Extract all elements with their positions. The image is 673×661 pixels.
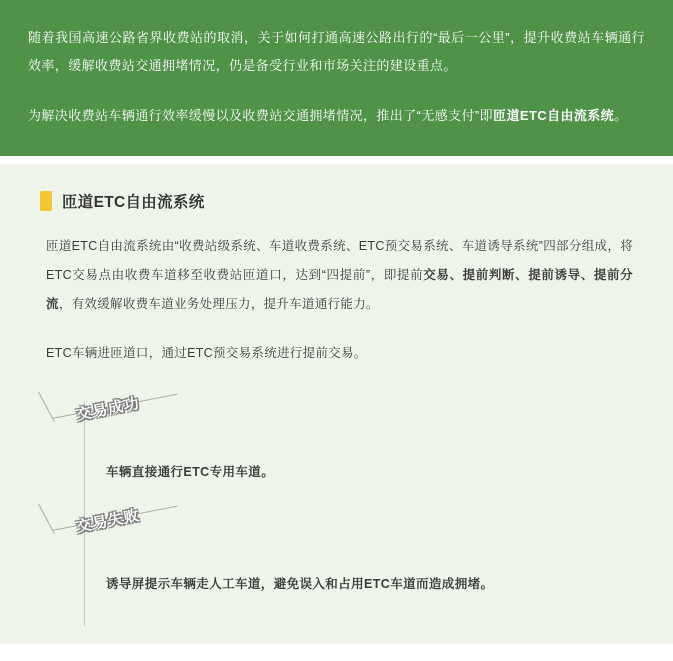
section-divider — [0, 156, 673, 164]
section-paragraph-1 — [46, 232, 633, 319]
intro-paragraph-2-plain: 为解决收费站车辆通行效率缓慢以及收费站交通拥堵情况，推出了“无感支付”即 — [28, 108, 494, 123]
section-paragraph-1-emphasis: 交易、提前判断、提前诱导、提前分流 — [46, 268, 633, 311]
heading-marker-icon — [40, 191, 52, 211]
flow-step — [75, 395, 647, 514]
intro-paragraph-2 — [28, 102, 645, 130]
page-title: 匝道ETC自由流系统 — [62, 194, 205, 211]
flow-timeline — [48, 395, 647, 626]
article-body — [0, 164, 673, 644]
intro-paragraph-1: 随着我国高速公路省界收费站的取消，关于如何打通高速公路出行的“最后一公里”，提升收费站车辆通行效率，缓解收费站交通拥堵情况，仍是备受行业和市场关注的建设重点。 — [28, 30, 645, 73]
section-paragraph-2: ETC车辆进匝道口，通过ETC预交易系统进行提前交易。 — [46, 346, 367, 360]
flow-step-tag — [68, 507, 647, 544]
section-paragraph-1-part-a: 匝道ETC自由流系统由“收费站级系统、车道收费系统、ETC预交易系统、车道诱导系统”四部分组成，将ETC交易点由收费车道移至收费站匝道口，达到“四提前”，即提前 — [46, 239, 633, 282]
section-paragraph-1-part-c: ，有效缓解收费车道业务处理压力，提升车道通行能力。 — [58, 297, 379, 311]
flow-step-description: 诱导屏提示车辆走人工车道，避免误入和占用ETC车道而造成拥堵。 — [106, 577, 494, 591]
flow-step-description: 车辆直接通行ETC专用车道。 — [106, 465, 275, 479]
flow-step-tag — [68, 395, 647, 432]
flow-step — [75, 507, 647, 626]
intro-block — [0, 0, 673, 156]
flow-step-tag-label: 交易失败 — [75, 507, 142, 536]
section-heading — [40, 190, 647, 212]
intro-paragraph-2-highlight: 匝道ETC自由流系统 — [493, 108, 615, 123]
intro-paragraph-2-tail: 。 — [614, 108, 628, 123]
flow-step-tag-label: 交易成功 — [75, 395, 142, 424]
